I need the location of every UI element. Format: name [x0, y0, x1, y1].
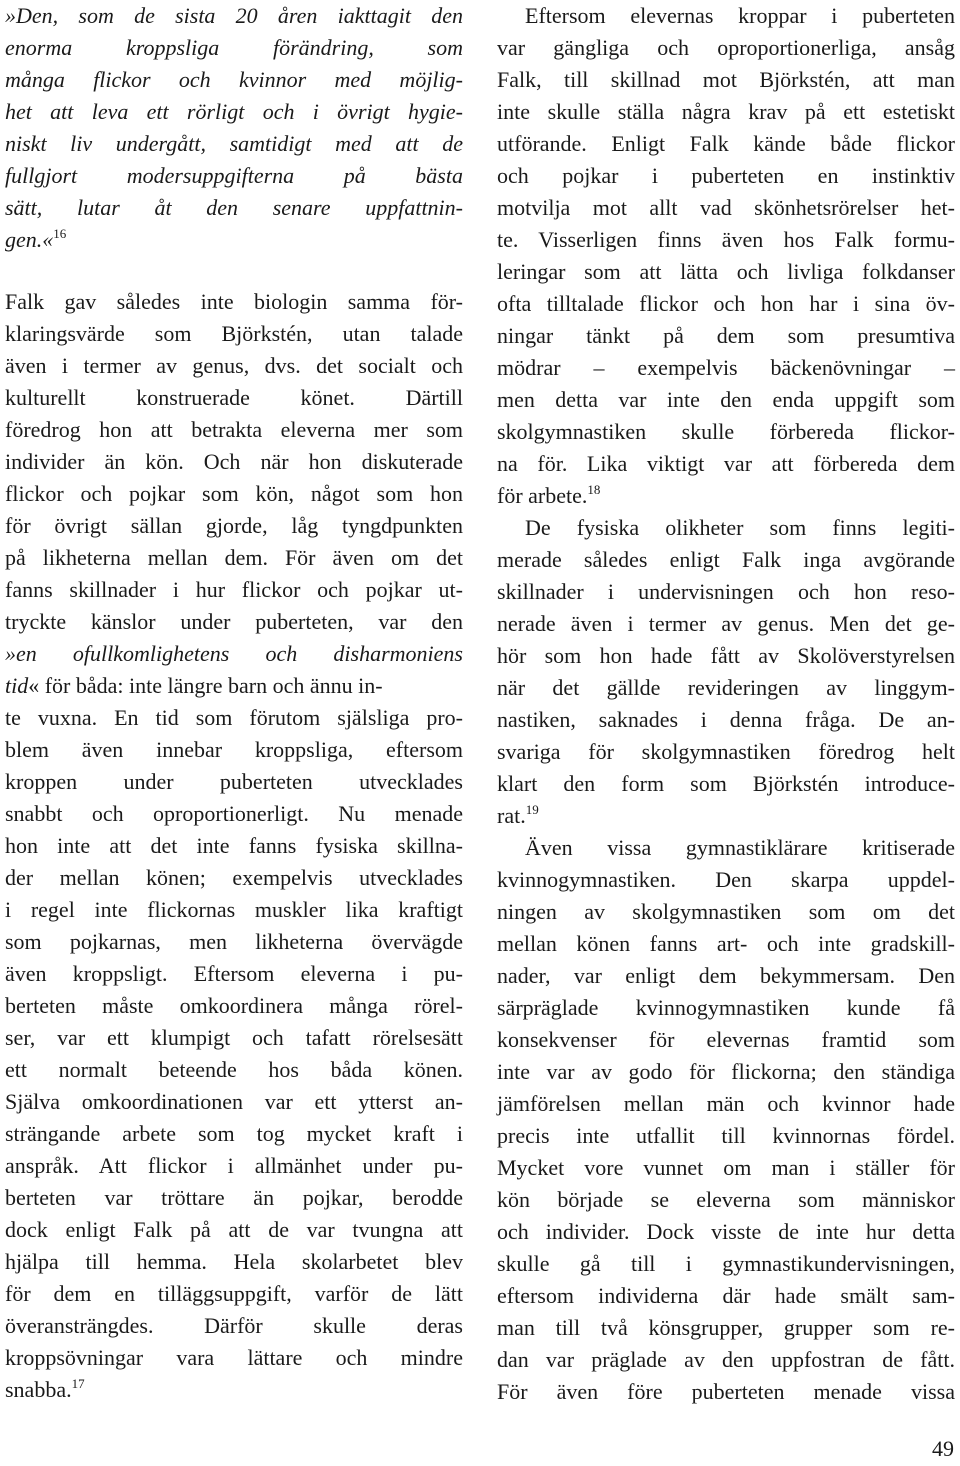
- body-line: tryckte känslor under puberteten, var den: [5, 609, 463, 634]
- body-line: föredrog hon att betrakta eleverna mer som: [5, 417, 463, 442]
- body-line: ett normalt beteende hos båda könen.: [5, 1057, 463, 1082]
- body-line: snabbt och oproportionerligt. Nu menade: [5, 801, 463, 826]
- body-end-line: [497, 800, 955, 832]
- body-line: [5, 670, 463, 702]
- body-line: mödrar – exempelvis bäckenövningar –: [497, 355, 955, 380]
- body-line: ningen av skolgymnastiken som om det: [497, 899, 955, 924]
- page-number: 49: [932, 1436, 954, 1461]
- body-line: Själva omkoordinationen var ett ytterst an-: [5, 1089, 463, 1114]
- body-line: på likheterna mellan dem. För även om det: [5, 545, 463, 570]
- body-line: ningar tänkt på dem som presumtiva: [497, 323, 955, 348]
- body-end-line: [5, 1374, 463, 1406]
- body-line: nastiken, saknades i denna fråga. De an-: [497, 707, 955, 732]
- body-line: inte skulle ställa några krav på ett estetiskt: [497, 99, 955, 124]
- body-line: särpräglade kvinnogymnastiken kunde få: [497, 995, 955, 1020]
- body-line: Även vissa gymnastiklärare kritiserade: [525, 835, 955, 860]
- body-line: För även före puberteten menade vissa: [497, 1379, 955, 1404]
- body-line: flickor och pojkar som kön, något som hon: [5, 481, 463, 506]
- body-line: skolgymnastiken skulle förbereda flickor-: [497, 419, 955, 444]
- body-text: för arbete.: [497, 483, 588, 508]
- body-line: berteten måste omkoordinera många rörel-: [5, 993, 463, 1018]
- body-line: ofta tilltalade flickor och hon har i sina öv-: [497, 291, 955, 316]
- body-line: nader, var enligt dem bekymmersam. Den: [497, 963, 955, 988]
- body-line: dock enligt Falk på att de var tvungna att: [5, 1217, 463, 1242]
- quote-line: niskt liv undergått, samtidigt med att de: [5, 131, 463, 156]
- body-line: men detta var inte den enda uppgift som: [497, 387, 955, 412]
- footnote-ref: 18: [587, 482, 601, 497]
- body-line: »en ofullkomlighetens och disharmoniens: [5, 641, 463, 666]
- footnote-ref: 17: [71, 1376, 85, 1391]
- body-line: fanns skillnader i hur flickor och pojkar ut-: [5, 577, 463, 602]
- body-line: inte var av godo för flickorna; den ständiga: [497, 1059, 955, 1084]
- body-line-rest: « för båda: inte längre barn och ännu in-: [28, 673, 383, 698]
- body-text: snabba.: [5, 1377, 72, 1402]
- body-line: precis inte utfallit till kvinnornas fördel.: [497, 1123, 955, 1148]
- body-line: Falk, till skillnad mot Björkstén, att man: [497, 67, 955, 92]
- body-line: skillnader i undervisningen och hon reso-: [497, 579, 955, 604]
- quote-line: sätt, lutar åt den senare uppfattnin-: [5, 195, 463, 220]
- body-line: hon inte att det inte fanns fysiska skillna-: [5, 833, 463, 858]
- body-line: när det gällde revideringen av linggym-: [497, 675, 955, 700]
- quote-line: fullgjort modersuppgifterna på bästa: [5, 163, 463, 188]
- italic-word: tid: [5, 673, 29, 698]
- footnote-ref: 19: [525, 802, 539, 817]
- body-line: nerade även i termer av genus. Men det ge-: [497, 611, 955, 636]
- body-line: kön började se eleverna som människor: [497, 1187, 955, 1212]
- body-line: anspråk. Att flickor i allmänhet under pu-: [5, 1153, 463, 1178]
- quote-end-line: [5, 224, 463, 256]
- body-line: ser, var ett klumpigt och tafatt rörelsesätt: [5, 1025, 463, 1050]
- body-line: berteten var tröttare än pojkar, berodde: [5, 1185, 463, 1210]
- body-line: jämförelsen mellan män och kvinnor hade: [497, 1091, 955, 1116]
- body-line: der mellan könen; exempelvis utvecklades: [5, 865, 463, 890]
- quote-line: enorma kroppsliga förändring, som: [5, 35, 463, 60]
- body-line: strängande arbete som tog mycket kraft i: [5, 1121, 463, 1146]
- body-line: man till två könsgrupper, grupper som re-: [497, 1315, 955, 1340]
- body-line: och individer. Dock visste de inte hur detta: [497, 1219, 955, 1244]
- body-line: svariga för skolgymnastiken föredrog helt: [497, 739, 955, 764]
- body-line: motvilja mot allt vad skönhetsrörelser het-: [497, 195, 955, 220]
- body-line: var gängliga och oproportionerliga, ansåg: [497, 35, 955, 60]
- body-line: te vuxna. En tid som förutom själsliga pro-: [5, 705, 463, 730]
- body-line: kvinnogymnastiken. Den skarpa uppdel-: [497, 867, 955, 892]
- body-line: eftersom individerna där hade smält sam-: [497, 1283, 955, 1308]
- body-line: som pojkarnas, men likheterna övervägde: [5, 929, 463, 954]
- body-line: individer än kön. Och när hon diskuterade: [5, 449, 463, 474]
- body-line: för övrigt sällan gjorde, låg tyngdpunkten: [5, 513, 463, 538]
- body-line: dan var präglade av den uppfostran de fått.: [497, 1347, 955, 1372]
- body-line: överansträngdes. Därför skulle deras: [5, 1313, 463, 1338]
- body-line: na för. Lika viktigt var att förbereda dem: [497, 451, 955, 476]
- body-line: mellan könen fanns art- och inte gradskill-: [497, 931, 955, 956]
- body-line: kroppsövningar vara lättare och mindre: [5, 1345, 463, 1370]
- quote-line: »Den, som de sista 20 åren iakttagit den: [5, 3, 463, 28]
- body-line: leringar som att lätta och livliga folkdanser: [497, 259, 955, 284]
- body-line: kroppen under puberteten utvecklades: [5, 769, 463, 794]
- body-line: för dem en tilläggsuppgift, varför de lätt: [5, 1281, 463, 1306]
- body-end-line: [497, 480, 955, 512]
- body-line: te. Visserligen finns även hos Falk formu-: [497, 227, 955, 252]
- body-line: hör som hon hade fått av Skolöverstyrelsen: [497, 643, 955, 668]
- quote-line: het att leva ett rörligt och i övrigt hygie-: [5, 99, 463, 124]
- body-line: även kroppsligt. Eftersom eleverna i pu-: [5, 961, 463, 986]
- body-line: Mycket vore vunnet om man i ställer för: [497, 1155, 955, 1180]
- body-line: konsekvenser för elevernas framtid som: [497, 1027, 955, 1052]
- quote-line: många flickor och kvinnor med möjlig-: [5, 67, 463, 92]
- quote-text: gen.«: [5, 227, 54, 252]
- body-line: merade således enligt Falk inga avgörande: [497, 547, 955, 572]
- body-line: De fysiska olikheter som finns legiti-: [525, 515, 955, 540]
- body-line: klart den form som Björkstén introduce-: [497, 771, 955, 796]
- body-line: skulle gå till i gymnastikundervisningen,: [497, 1251, 955, 1276]
- body-line: Eftersom elevernas kroppar i puberteten: [525, 3, 955, 28]
- body-line: klaringsvärde som Björkstén, utan talade: [5, 321, 463, 346]
- body-line: i regel inte flickornas muskler lika kraftigt: [5, 897, 463, 922]
- body-line: Falk gav således inte biologin samma för-: [5, 289, 463, 314]
- body-text: rat.: [497, 803, 526, 828]
- body-line: hjälpa till hemma. Hela skolarbetet blev: [5, 1249, 463, 1274]
- body-line: även i termer av genus, dvs. det socialt och: [5, 353, 463, 378]
- body-line: och pojkar i puberteten en instinktiv: [497, 163, 955, 188]
- footnote-ref: 16: [53, 226, 67, 241]
- body-line: blem även innebar kroppsliga, eftersom: [5, 737, 463, 762]
- body-line: utförande. Enligt Falk kände både flickor: [497, 131, 955, 156]
- body-line: kulturellt konstruerade könet. Därtill: [5, 385, 463, 410]
